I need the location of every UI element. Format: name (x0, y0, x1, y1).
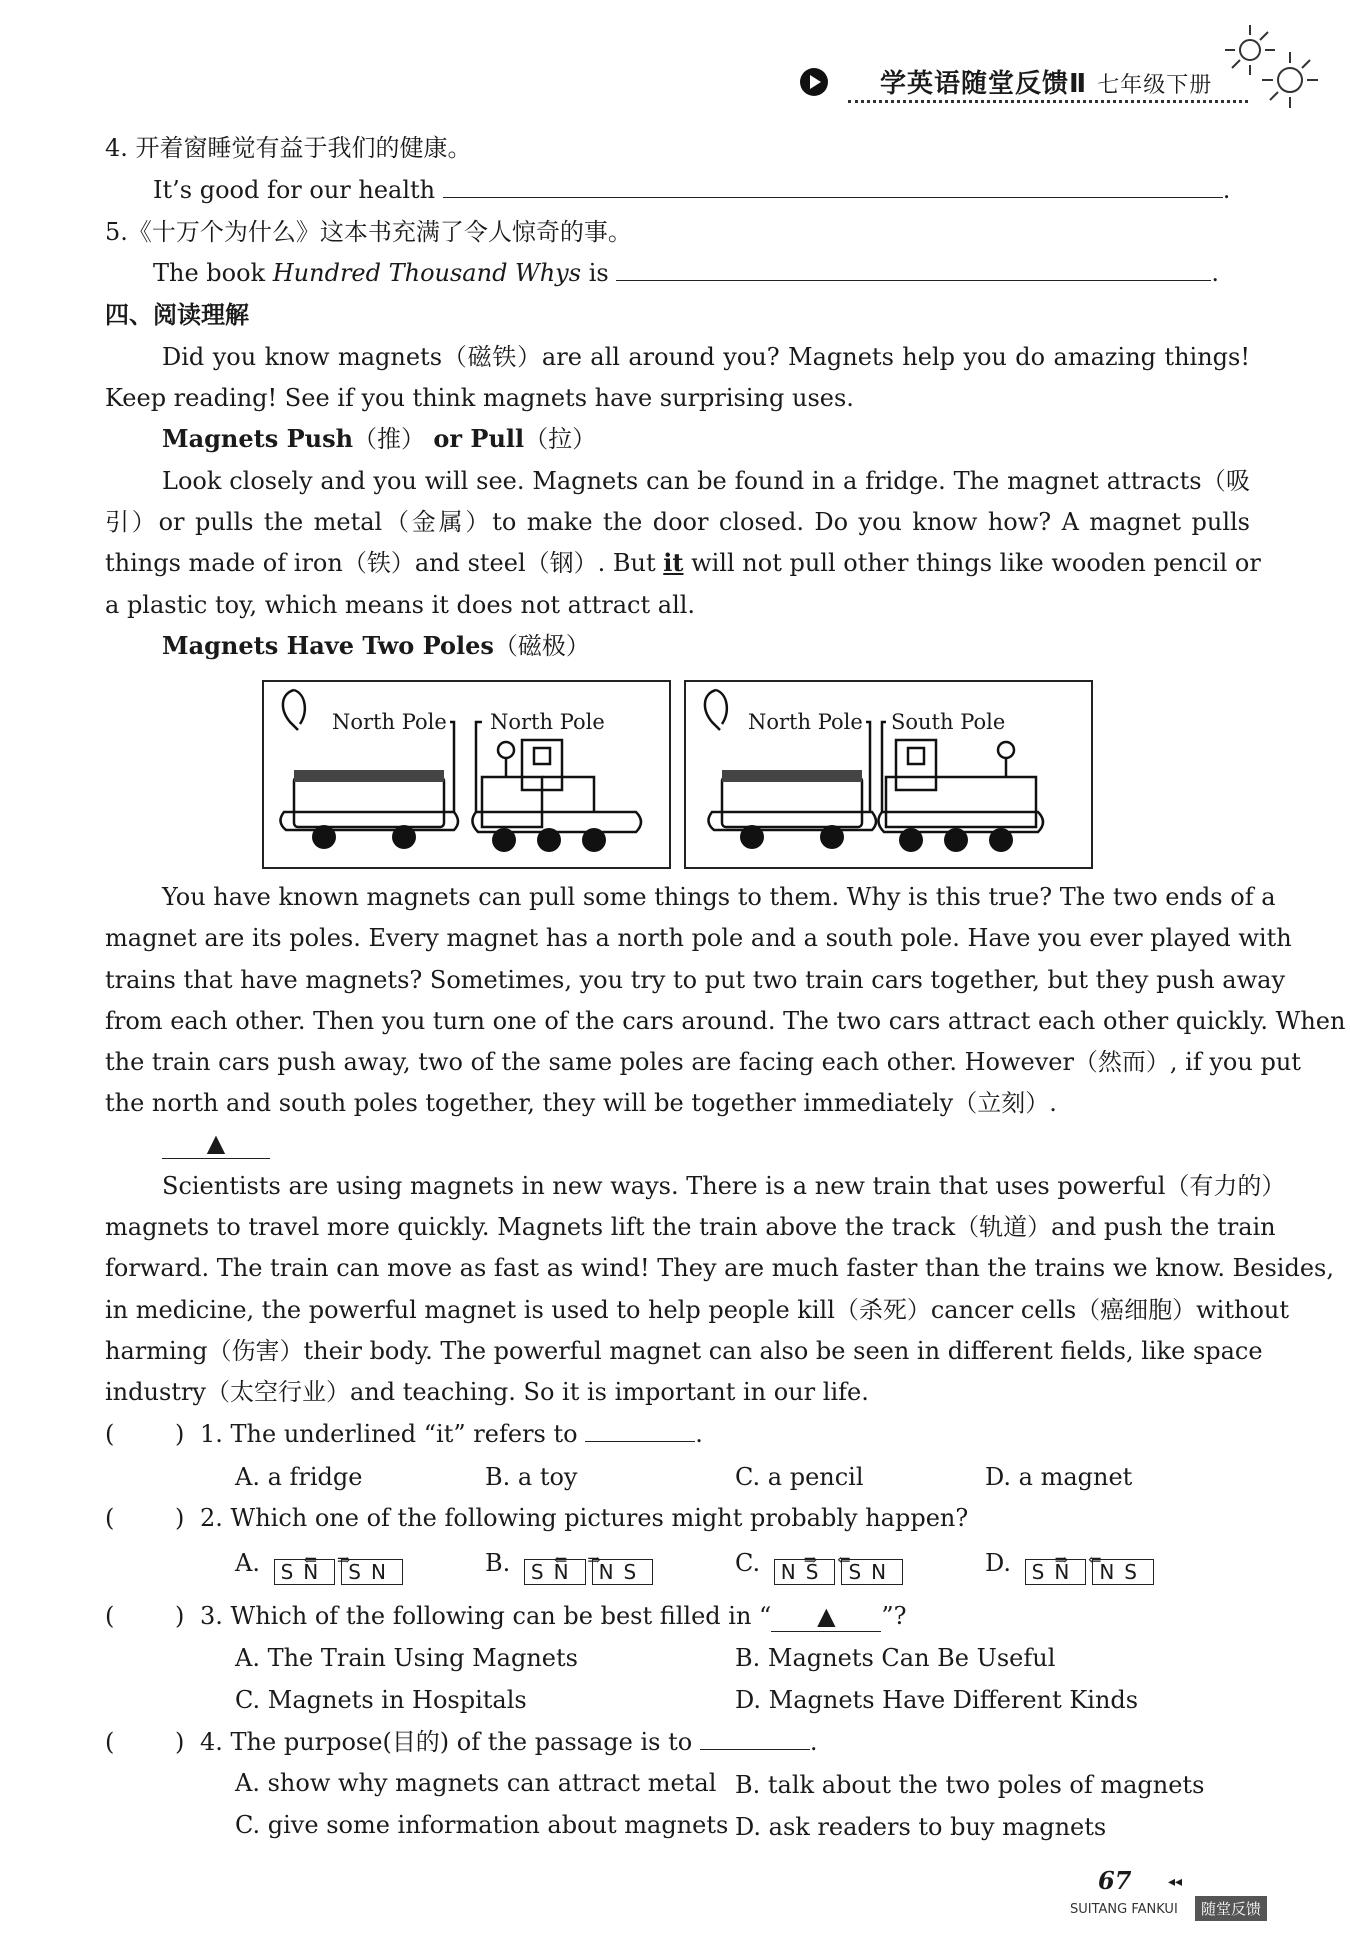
option-3b[interactable]: B. Magnets Can Be Useful (735, 1644, 1056, 1672)
passage-line: in medicine, the powerful magnet is used to help people kill（杀死）cancer cells（癌细胞）without (105, 1296, 1290, 1324)
sunflower-decoration-icon (1220, 20, 1330, 130)
answer-paren-open: ( (105, 1504, 115, 1532)
question-3-stem: 3. Which of the following can be best filled in “ ▲ ”? (200, 1602, 907, 1630)
answer-paren-close: ) (175, 1504, 185, 1532)
answer-paren-close: ) (175, 1602, 185, 1630)
option-4c[interactable]: C. give some information about magnets (235, 1811, 729, 1839)
passage-line: a plastic toy, which means it does not attract all. (105, 591, 696, 619)
answer-blank[interactable] (700, 1727, 810, 1750)
page-number: 67 (1098, 1866, 1132, 1895)
answer-blank[interactable] (443, 175, 1223, 198)
figure-north-north (262, 680, 671, 869)
passage-line: industry（太空行业）and teaching. So it is important in our life. (105, 1378, 869, 1406)
triangle-heading-blank: ▲ (162, 1128, 270, 1159)
translate-q5-en: The book Hundred Thousand Whys is . (153, 259, 1219, 287)
question-2-stem: 2. Which one of the following pictures might probably happen? (200, 1504, 969, 1532)
play-icon (800, 68, 828, 96)
passage-line: Look closely and you will see. Magnets can be found in a fridge. The magnet attracts（吸 (162, 467, 1250, 495)
pole-label: North Pole (490, 710, 605, 734)
option-4a[interactable]: A. show why magnets can attract metal (235, 1769, 717, 1797)
passage-line: Keep reading! See if you think magnets have surprising uses. (105, 384, 854, 412)
answer-blank[interactable] (585, 1419, 695, 1442)
passage-line: 引）or pulls the metal（金属）to make the door closed. Do you know how? A magnet pulls (105, 508, 1250, 536)
answer-blank[interactable] (616, 258, 1211, 281)
option-3c[interactable]: C. Magnets in Hospitals (235, 1686, 527, 1714)
pole-label: North Pole (332, 710, 447, 734)
option-1d[interactable]: D. a magnet (985, 1463, 1133, 1491)
footer-badge: 随堂反馈 (1195, 1896, 1267, 1921)
option-2b[interactable]: B. ⇐⇒ SN NS (485, 1548, 659, 1579)
passage-line: trains that have magnets? Sometimes, you try to put two train cars together, but they push away (105, 966, 1286, 994)
passage-line: magnet are its poles. Every magnet has a north pole and a south pole. Have you ever played with (105, 924, 1292, 952)
answer-paren-open: ( (105, 1728, 115, 1756)
option-3d[interactable]: D. Magnets Have Different Kinds (735, 1686, 1139, 1714)
figure-north-south (684, 680, 1093, 869)
answer-paren-close: ) (175, 1420, 185, 1448)
option-1a[interactable]: A. a fridge (235, 1463, 363, 1491)
train-illustration-icon (686, 682, 1091, 867)
passage-line: Did you know magnets（磁铁）are all around you? Magnets help you do amazing things! (162, 343, 1250, 371)
translate-q4-en: It’s good for our health . (153, 176, 1231, 204)
double-arrow-icon: ◂◂ (1168, 1874, 1183, 1890)
footer-brand: SUITANG FANKUI (1070, 1902, 1178, 1917)
option-4b[interactable]: B. talk about the two poles of magnets (735, 1771, 1205, 1799)
option-1c[interactable]: C. a pencil (735, 1463, 864, 1491)
question-4-stem: 4. The purpose(目的) of the passage is to . (200, 1728, 818, 1756)
option-4d[interactable]: D. ask readers to buy magnets (735, 1813, 1107, 1841)
question-1-stem: 1. The underlined “it” refers to . (200, 1420, 703, 1448)
subheading-two-poles: Magnets Have Two Poles（磁极） (162, 631, 590, 660)
underlined-it: it (663, 548, 684, 577)
option-3a[interactable]: A. The Train Using Magnets (235, 1644, 578, 1672)
passage-line: You have known magnets can pull some things to them. Why is this true? The two ends of a (162, 883, 1276, 911)
header-divider (848, 100, 1248, 103)
passage-line: harming（伤害）their body. The powerful magnet can also be seen in different fields, like space (105, 1337, 1263, 1365)
subheading-push-pull: Magnets Push（推） or Pull（拉） (162, 424, 597, 453)
translate-q4-cn: 4. 开着窗睡觉有益于我们的健康。 (105, 134, 472, 162)
header-title: 学英语随堂反馈Ⅱ 七年级下册 (880, 69, 1213, 99)
passage-line: from each other. Then you turn one of the cars around. The two cars attract each other quickly. When (105, 1007, 1346, 1035)
pole-label: South Pole (891, 710, 1006, 734)
answer-paren-close: ) (175, 1728, 185, 1756)
passage-line: Scientists are using magnets in new ways. There is a new train that uses powerful（有力的） (162, 1172, 1286, 1200)
passage-line: forward. The train can move as fast as wind! They are much faster than the trains we know. Besides, (105, 1254, 1334, 1282)
train-illustration-icon (264, 682, 669, 867)
answer-paren-open: ( (105, 1602, 115, 1630)
option-2a[interactable]: A. ⇐⇒ SN SN (235, 1548, 409, 1579)
passage-line: the train cars push away, two of the same poles are facing each other. However（然而）, if you put (105, 1048, 1301, 1076)
pole-label: North Pole (748, 710, 863, 734)
option-2c[interactable]: C. ⇒⇐ NS SN (735, 1548, 909, 1579)
option-2d[interactable]: D. ⇒⇐ SN NS (985, 1548, 1160, 1579)
passage-line: the north and south poles together, they will be together immediately（立刻）. (105, 1089, 1057, 1117)
section-title: 四、阅读理解 (105, 301, 249, 329)
translate-q5-cn: 5.《十万个为什么》这本书充满了令人惊奇的事。 (105, 218, 632, 246)
passage-line: magnets to travel more quickly. Magnets lift the train above the track（轨道）and push the train (105, 1213, 1276, 1241)
option-1b[interactable]: B. a toy (485, 1463, 578, 1491)
passage-line: things made of iron（铁）and steel（钢）. But it will not pull other things like wooden pencil or (105, 548, 1261, 577)
answer-paren-open: ( (105, 1420, 115, 1448)
